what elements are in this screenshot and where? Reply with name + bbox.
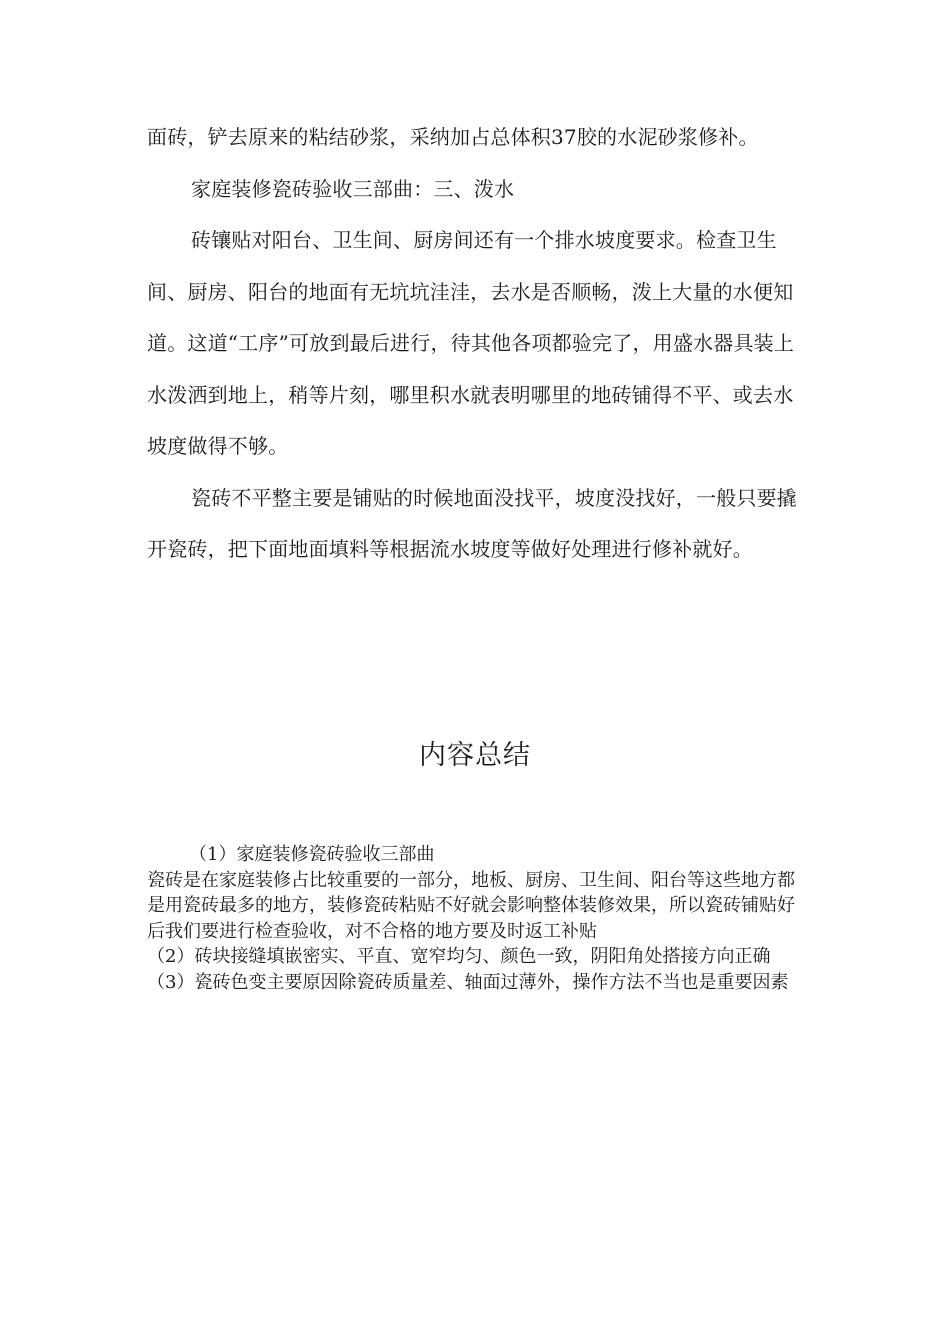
paragraph-drainage-check: 砖镶贴对阳台、卫生间、厨房间还有一个排水坡度要求。检查卫生间、厨房、阳台的地面有无坑坑洼洼，去水是否顺畅，泼上大量的水便知道。这道“工序”可放到最后进行，待其他各项都验完了，用盛水器具装上水泼洒到地上，稍等片刻，哪里积水就表明哪里的地砖铺得不平、或去水坡度做得不够。 (147, 228, 795, 458)
summary-item-1-body: 瓷砖是在家庭装修占比较重要的一部分，地板、厨房、卫生间、阳台等这些地方都是用瓷砖最多的地方，装修瓷砖粘贴不好就会影响整体装修效果，所以瓷砖铺贴好后我们要进行检查验收，对不合格的地方要及时返工补贴 (147, 869, 795, 942)
summary-item-1-title: （1）家庭装修瓷砖验收三部曲 (189, 844, 435, 865)
paragraph-continuation: 面砖，铲去原来的粘结砂浆，采纳加占总体积37胶的水泥砂浆修补。 (147, 125, 759, 149)
paragraph-uneven-tiles: 瓷砖不平整主要是铺贴的时候地面没找平，坡度没找好，一般只要撬开瓷砖，把下面地面填料等根据流水坡度等做好处理进行修补就好。 (147, 485, 797, 561)
section-heading-splash-water: 家庭装修瓷砖验收三部曲：三、泼水 (191, 176, 515, 201)
summary-item-2: （2）砖块接缝填嵌密实、平直、宽窄均匀、颜色一致，阴阳角处搭接方向正确 (147, 946, 771, 967)
summary-heading: 内容总结 (419, 740, 531, 771)
summary-block (147, 842, 807, 995)
summary-item-3: （3）瓷砖色变主要原因除瓷砖质量差、轴面过薄外，操作方法不当也是重要因素 (147, 971, 789, 993)
body-text-block (147, 112, 807, 576)
